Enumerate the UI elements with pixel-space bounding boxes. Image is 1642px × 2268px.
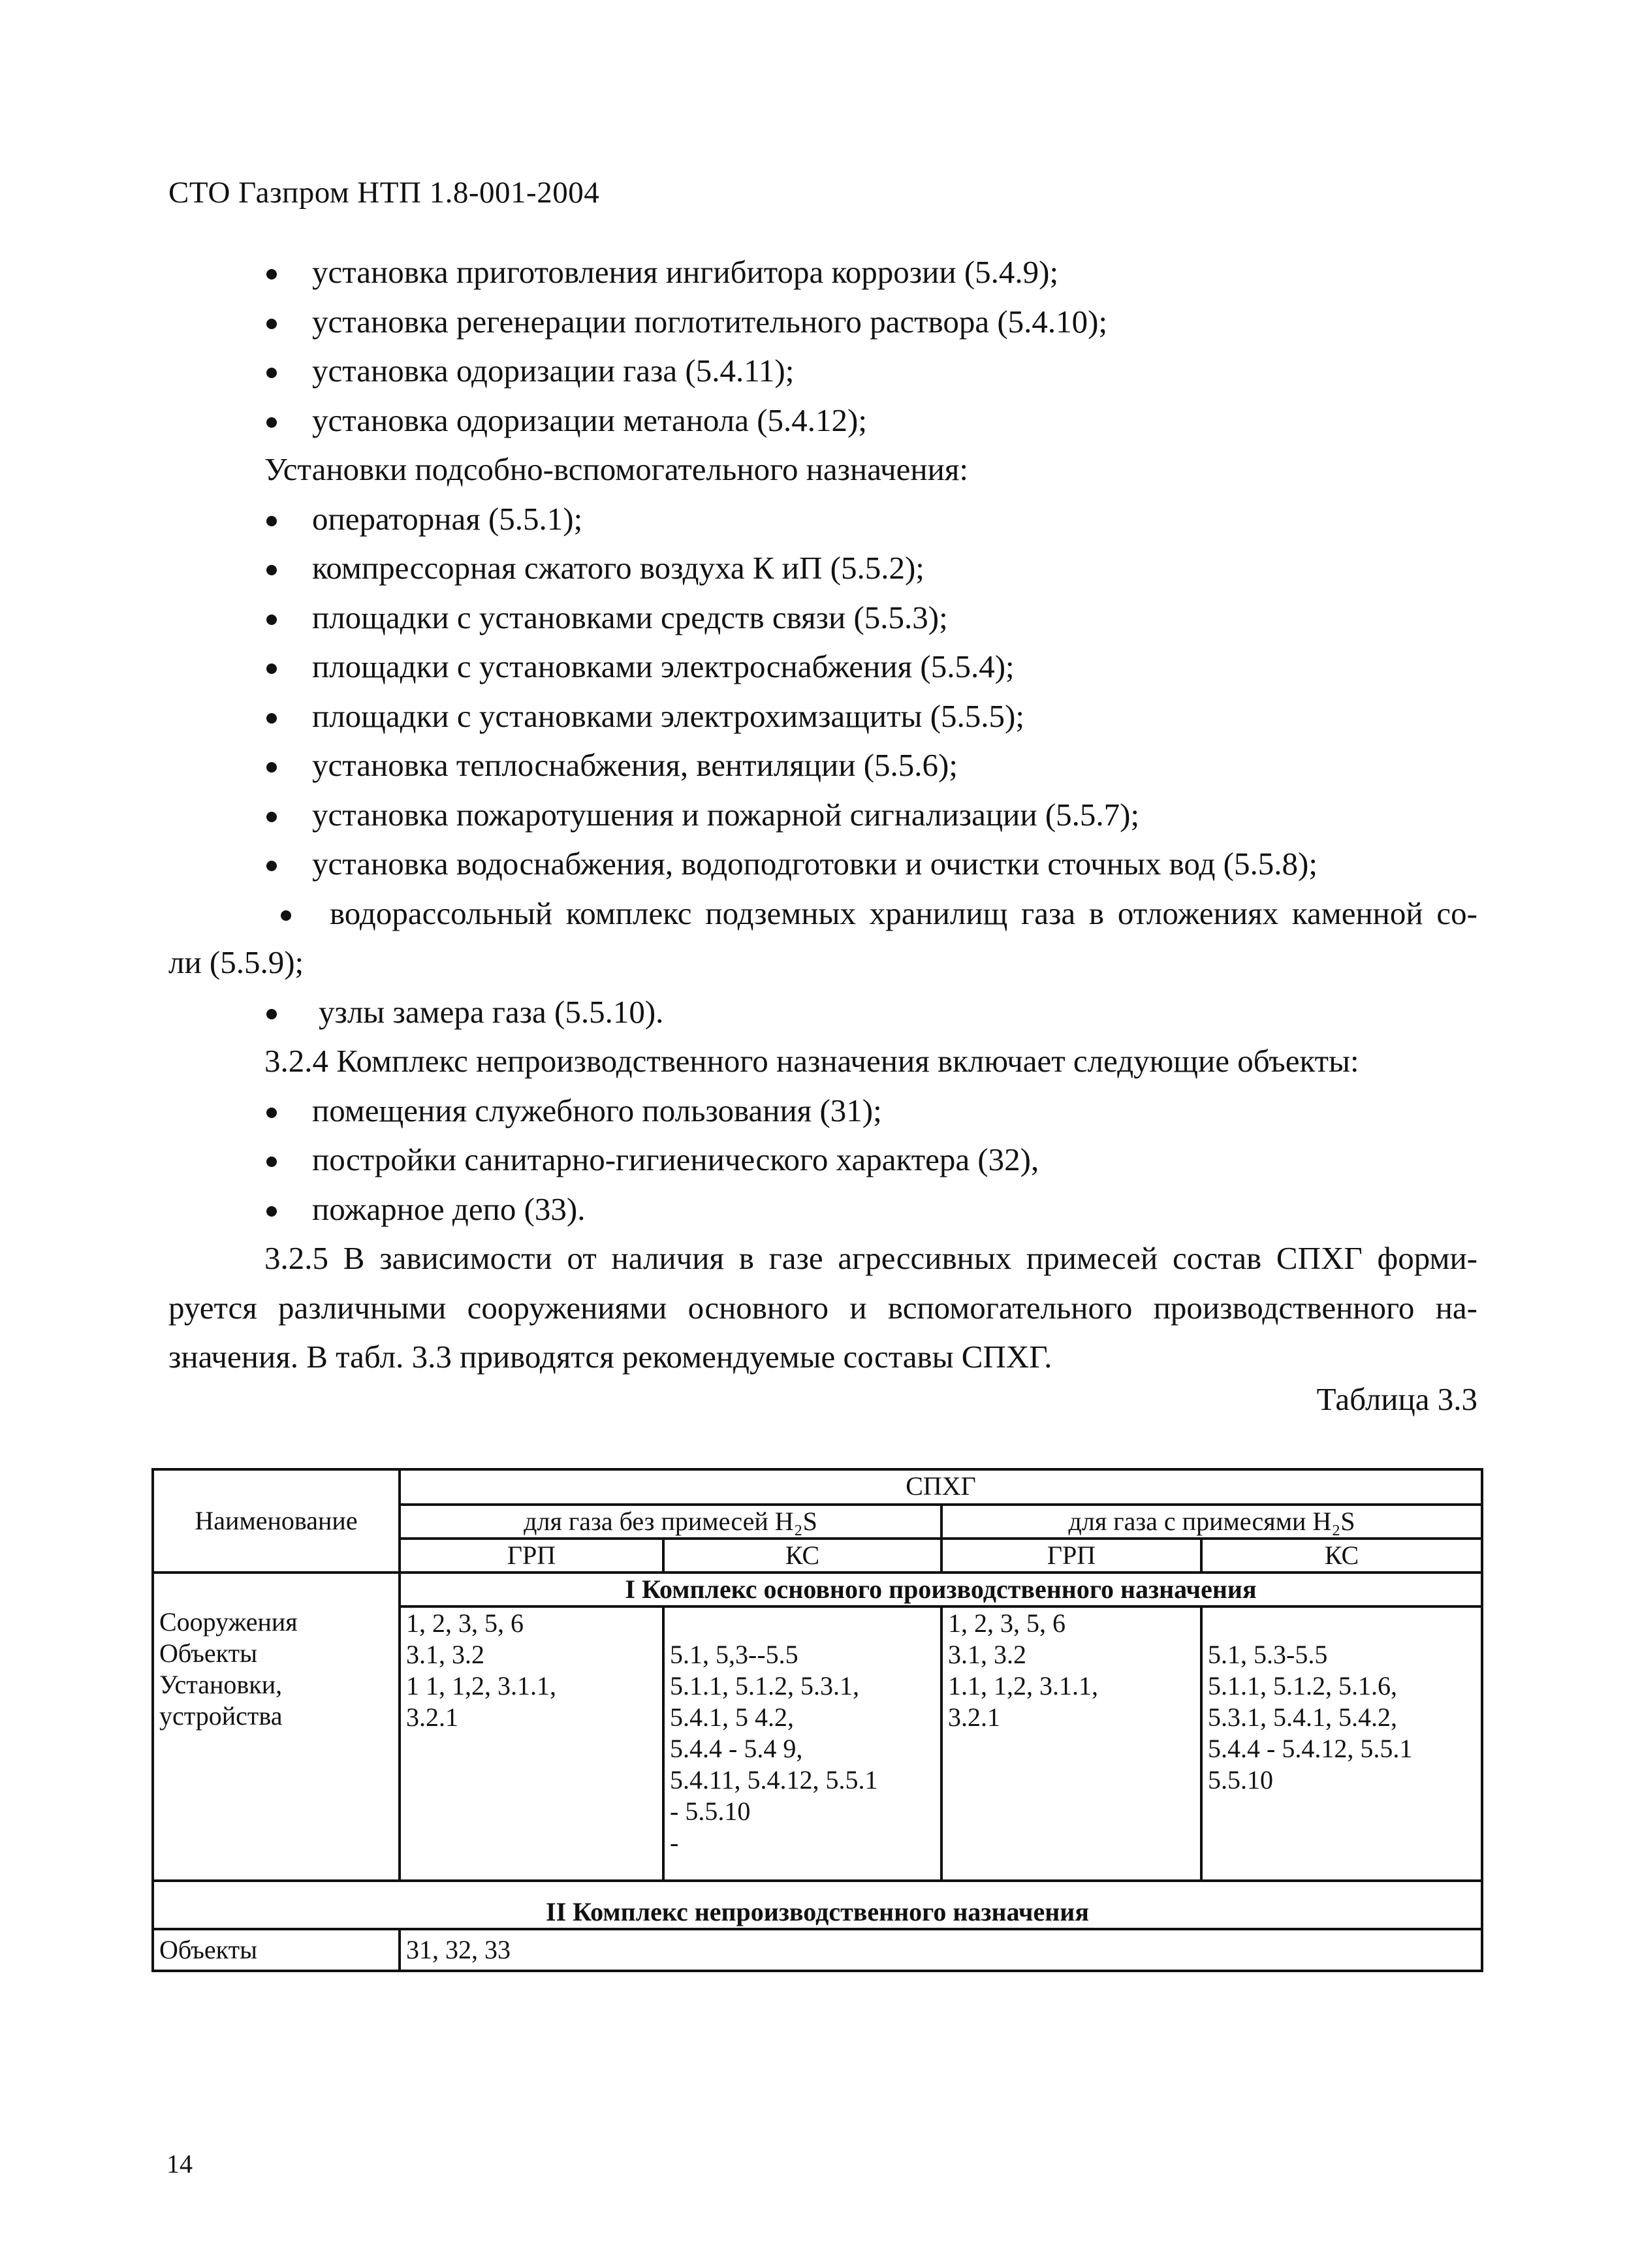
list-item: площадки с установками электрохимзащиты (5.5.5); <box>312 698 1024 734</box>
paragraph: значения. В табл. 3.3 приводятся рекомендуемые составы СПХГ. <box>168 1339 1052 1375</box>
list-item: установка регенерации поглотительного раствора (5.4.10); <box>312 304 1108 340</box>
table-header-ks: КС <box>1201 1539 1482 1573</box>
bullet-icon <box>266 417 277 428</box>
bullet-icon <box>266 762 277 773</box>
list-item: установка одоризации газа (5.4.11); <box>312 353 795 389</box>
bullet-icon <box>266 861 277 871</box>
bullet-icon <box>281 910 291 921</box>
bullet-icon <box>266 565 277 575</box>
table-cell: 1, 2, 3, 5, 6 3.1, 3.2 1.1, 1,2, 3.1.1, 3.2.1 <box>941 1606 1201 1881</box>
list-item: площадки с установками средств связи (5.5.3); <box>312 599 948 635</box>
table-cell: 31, 32, 33 <box>400 1929 1482 1971</box>
list-item: установка приготовления ингибитора коррозии (5.4.9); <box>312 254 1059 290</box>
table-spacer-cell <box>153 1573 400 1606</box>
bullet-icon <box>266 1157 277 1167</box>
list-item: установка теплоснабжения, вентиляции (5.5.6); <box>312 747 958 783</box>
paragraph: 3.2.4 Комплекс непроизводственного назначения включает следующие объекты: <box>264 1043 1359 1079</box>
list-item: узлы замера газа (5.5.10). <box>319 994 664 1030</box>
bullet-icon <box>266 368 277 378</box>
document-header: СТО Газпром НТП 1.8-001-2004 <box>168 176 600 210</box>
bullet-icon <box>266 812 277 822</box>
list-item: установка пожаротушения и пожарной сигнализации (5.5.7); <box>312 797 1140 833</box>
aux-heading: Установки подсобно-вспомогательного назначения: <box>264 451 969 487</box>
bullet-icon <box>266 713 277 724</box>
table-row-label: Объекты <box>153 1929 400 1971</box>
table-header-grp: ГРП <box>941 1539 1201 1573</box>
table-header-without: для газа без примесей H₂S <box>400 1505 941 1539</box>
table-section-title: I Комплекс основного производственного назначения <box>400 1573 1482 1606</box>
table-header-with: для газа с примесями H₂S <box>941 1505 1482 1539</box>
bullet-icon <box>266 319 277 329</box>
paragraph: 3.2.5 В зависимости от наличия в газе агрессивных примесей состав СПХГ форми- <box>264 1240 1477 1276</box>
bullet-icon <box>266 269 277 280</box>
table-header-group: СПХГ <box>400 1469 1482 1505</box>
list-item: операторная (5.5.1); <box>312 501 583 537</box>
list-item: пожарное депо (33). <box>312 1191 586 1227</box>
bullet-icon <box>266 1206 277 1217</box>
paragraph: руется различными сооружениями основного и вспомогательного производственного на- <box>168 1290 1477 1326</box>
composition-table <box>151 1468 1483 1972</box>
list-item-continuation: ли (5.5.9); <box>168 944 304 980</box>
bullet-icon <box>266 1009 277 1019</box>
bullet-icon <box>266 663 277 674</box>
bullet-icon <box>266 516 277 526</box>
table-cell: 5.1, 5,3--5.5 5.1.1, 5.1.2, 5.3.1, 5.4.1, 5 4.2, 5.4.4 - 5.4 9, 5.4.11, 5.4.12, 5.5.1 - 5.5.10 - <box>663 1606 941 1881</box>
list-item: постройки санитарно-гигиенического характера (32), <box>312 1142 1039 1177</box>
table-header-grp: ГРП <box>400 1539 663 1573</box>
table-header-ks: КС <box>663 1539 941 1573</box>
table-row-labels: Сооружения Объекты Установки, устройства <box>153 1606 400 1881</box>
table-cell: 5.1, 5.3-5.5 5.1.1, 5.1.2, 5.1.6, 5.3.1, 5.4.1, 5.4.2, 5.4.4 - 5.4.12, 5.5.1 5.5.10 <box>1201 1606 1482 1881</box>
page-number: 14 <box>166 2149 193 2179</box>
table-section-title: II Комплекс непроизводственного назначения <box>153 1881 1482 1929</box>
table-caption: Таблица 3.3 <box>1316 1381 1477 1417</box>
table-cell: 1, 2, 3, 5, 6 3.1, 3.2 1 1, 1,2, 3.1.1, 3.2.1 <box>400 1606 663 1881</box>
list-item: компрессорная сжатого воздуха К иП (5.5.2); <box>312 550 924 586</box>
table-header-name: Наименование <box>153 1469 400 1573</box>
bullet-icon <box>266 615 277 625</box>
list-item: площадки с установками электроснабжения (5.5.4); <box>312 648 1015 684</box>
list-item: помещения служебного пользования (31); <box>312 1093 882 1128</box>
bullet-icon <box>266 1108 277 1118</box>
list-item: установка водоснабжения, водоподготовки и очистки сточных вод (5.5.8); <box>312 846 1318 882</box>
list-item: установка одоризации метанола (5.4.12); <box>312 402 867 438</box>
list-item: водорассольный комплекс подземных хранилищ газа в отложениях каменной со- <box>330 895 1477 931</box>
